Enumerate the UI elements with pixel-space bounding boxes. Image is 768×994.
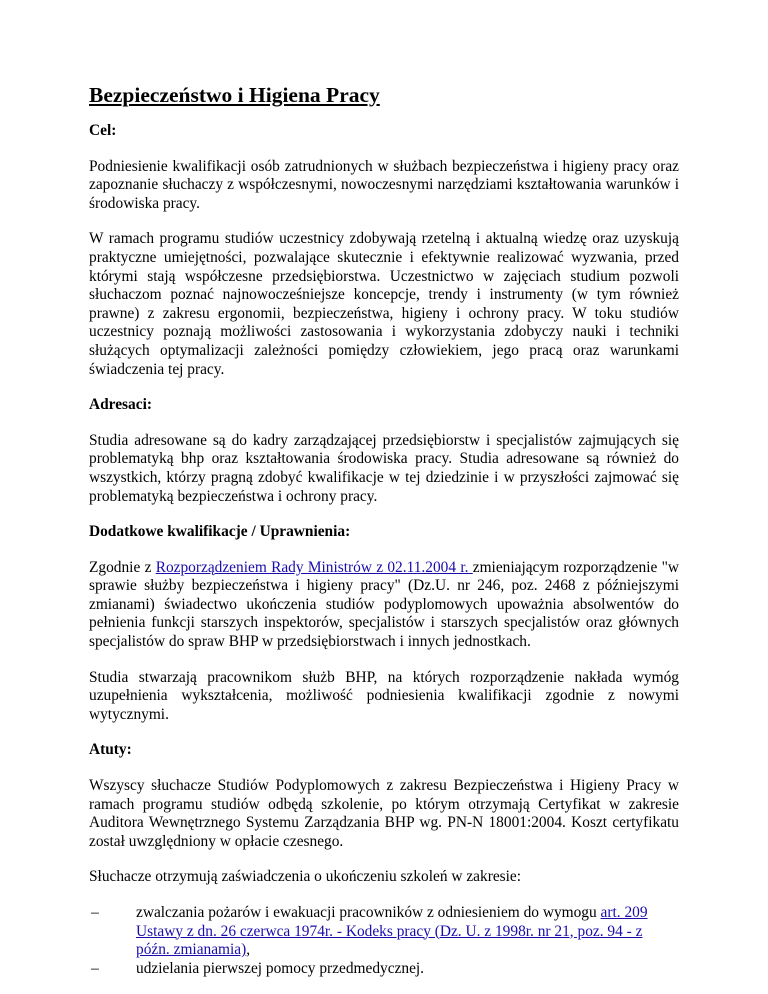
atuty-paragraph-1: Wszyscy słuchacze Studiów Podyplomowych z zakresu Bezpieczeństwa i Higieny Pracy w ramach programu studiów odbędą szkolenie, po którym otrzymają Certyfikat w zakresie Auditora Wewnętrznego Systemu Zarządzania BHP wg. PN-N 18001:2004. Koszt certyfikatu został uwzględniony w opłacie czesnego. [89,777,679,850]
document-title: Bezpieczeństwo i Higiena Pracy [89,83,380,107]
regulation-link[interactable]: Rozporządzeniem Rady Ministrów z 02.11.2004 r. [155,558,473,576]
list-item-text-before: zwalczania pożarów i ewakuacji pracowników z odniesieniem do wymogu [136,904,601,921]
dash-bullet-icon: – [91,959,99,977]
document-page [89,82,679,978]
training-list [89,904,679,978]
section-heading-atuty: Atuty: [89,741,132,759]
kwalifikacje-paragraph-1 [89,559,679,652]
dash-bullet-icon: – [91,904,99,921]
section-heading-adresaci: Adresaci: [89,396,152,414]
list-item-text: udzielania pierwszej pomocy przedmedycznej. [136,959,425,977]
list-item [89,904,679,960]
adresaci-paragraph: Studia adresowane są do kadry zarządzającej przedsiębiorstw i specjalistów zajmujących się problematyką bhp oraz kształtowania środowiska pracy. Studia adresowane są również do wszystkich, którzy pragną zdobyć kwalifikacje w tej dziedzinie i w przyszłości zajmować się problematyką bezpieczeństwa i ochrony pracy. [89,431,679,505]
list-item-text-after: , [246,941,251,959]
kwalifikacje-text-before: Zgodnie z [89,558,156,576]
kwalifikacje-paragraph-2: Studia stwarzają pracownikom służb BHP, na których rozporządzenie nakłada wymóg uzupełnienia wykształcenia, możliwość podniesienia kwalifikacji zgodnie z nowymi wytycznymi. [89,668,679,723]
labour-code-link[interactable]: art. 209 Ustawy z dn. 26 czerwca 1974r. - Kodeks pracy (Dz. U. z 1998r. nr 21, poz. 94 - z późn. zmianamia) [136,904,648,959]
cel-paragraph-1: Podniesienie kwalifikacji osób zatrudnionych w służbach bezpieczeństwa i higieny pracy oraz zapoznanie słuchaczy z współczesnymi, nowoczesnymi narzędziami kształtowania warunków i środowiska pracy. [89,157,679,212]
list-item [89,960,679,979]
section-heading-cel: Cel: [89,122,117,139]
cel-paragraph-2: W ramach programu studiów uczestnicy zdobywają rzetelną i aktualną wiedzę oraz uzyskują praktyczne umiejętności, pozwalające skutecznie i efektywnie realizować wyzwania, przed którymi stają współczesne przedsiębiorstwa. Uczestnictwo w zajęciach studium pozwoli słuchaczom poznać najnowocześniejsze koncepcje, trendy i instrumenty (w tym również prawne) z zakresu ergonomii, bezpieczeństwa, higieny i ochrony pracy. W toku studiów uczestnicy poznają możliwości zastosowania i wykorzystania zdobyczy nauki i techniki służących optymalizacji zależności pomiędzy człowiekiem, jego pracą oraz warunkami świadczenia tej pracy. [89,230,679,378]
atuty-paragraph-2: Słuchacze otrzymują zaświadczenia o ukończeniu szkoleń w zakresie: [89,868,522,886]
kwalifikacje-text-after: zmieniającym rozporządzenie "w sprawie służby bezpieczeństwa i higieny pracy" (Dz.U. nr 246, poz. 2468 z późniejszymi zmianami) świadectwo ukończenia studiów podyplomowych upoważnia absolwentów do pełnienia funkcji starszych inspektorów, specjalistów i starszych specjalistów oraz głównych specjalistów do spraw BHP w przedsiębiorstwach i innych jednostkach. [89,558,679,651]
section-heading-kwalifikacje: Dodatkowe kwalifikacje / Uprawnienia: [89,523,351,541]
